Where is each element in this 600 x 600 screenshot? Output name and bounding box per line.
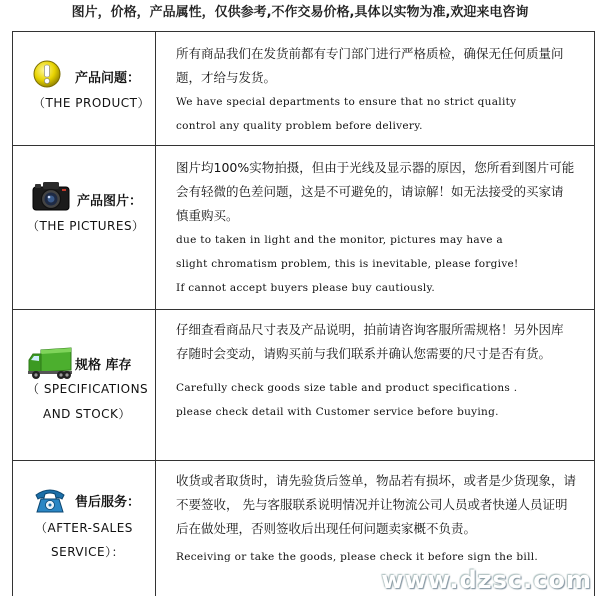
cn-text-line: 图片均100%实物拍摄，但由于光线及显示器的原因，您所看到图片可能: [176, 160, 575, 175]
table-row: [13, 310, 594, 461]
en-text-line: please check detail with Customer service before buying.: [176, 406, 499, 418]
cn-text-line: 不要签收， 先与客服联系说明情况并让物流公司人员或者快递人员证明: [176, 497, 568, 512]
page-header: 图片，价格，产品属性，仅供参考,不作交易价格,具体以实物为准,欢迎来电咨询: [71, 5, 529, 20]
en-text-line: We have special departments to ensure that no strict quality: [176, 96, 517, 108]
row-content-cell: [156, 32, 594, 145]
row-label-cell: [13, 32, 156, 145]
en-text-line: Carefully check goods size table and product specifications .: [176, 382, 518, 394]
truck-icon: [27, 346, 73, 380]
row-label-en: （ SPECIFICATIONS: [27, 382, 149, 396]
telephone-icon: [33, 485, 67, 515]
en-text-line: If cannot accept buyers please buy cautiously.: [176, 282, 436, 294]
row-label-cn: 产品图片：: [77, 194, 143, 209]
cn-text-line: 题，才给与发货。: [176, 70, 277, 85]
row-label-cn: 售后服务：: [75, 495, 141, 510]
table-row: [13, 146, 594, 310]
row-label-cell: [13, 310, 156, 460]
row-label-en: AND STOCK）: [43, 407, 131, 421]
row-label-en: （THE PICTURES）: [27, 219, 145, 233]
row-label-cn: 规格 库存: [75, 358, 132, 373]
en-text-line: Receiving or take the goods, please check it before sign the bill.: [176, 551, 539, 563]
row-label-cell: [13, 146, 156, 309]
row-label-cell: [13, 461, 156, 596]
warning-icon: [33, 60, 61, 88]
en-text-line: slight chromatism problem, this is inevitable, please forgive!: [176, 258, 519, 270]
row-content-cell: [156, 146, 594, 309]
cn-text-line: 存随时会变动，请购买前与我们联系并确认您需要的尺寸是否有货。: [176, 346, 552, 361]
row-label-cn: 产品问题：: [75, 71, 141, 86]
cn-text-line: 收货或者取货时，请先验货后签单，物品若有损坏，或者是少货现象，请: [176, 473, 577, 488]
cn-text-line: 后在做处理，否则签收后出现任何问题卖家概不负责。: [176, 521, 477, 536]
row-label-en: （AFTER-SALES: [35, 521, 133, 535]
en-text-line: control any quality problem before delivery.: [176, 120, 423, 132]
cn-text-line: 仔细查看商品尺寸表及产品说明，拍前请咨询客服所需规格！另外因库: [176, 322, 564, 337]
info-table: [12, 31, 595, 596]
cn-text-line: 慎重购买。: [176, 208, 239, 223]
cn-text-line: 会有轻微的色差问题，这是不可避免的，请谅解！如无法接受的买家请: [176, 184, 564, 199]
table-row: [13, 32, 594, 146]
row-label-en: SERVICE）：: [51, 545, 125, 559]
row-label-en: （THE PRODUCT）: [33, 96, 151, 110]
en-text-line: due to taken in light and the monitor, pictures may have a: [176, 234, 503, 246]
row-content-cell: [156, 310, 594, 460]
watermark: www.dzsc.com: [381, 566, 592, 594]
cn-text-line: 所有商品我们在发货前都有专门部门进行严格质检，确保无任何质量问: [176, 46, 564, 61]
camera-icon: [31, 180, 71, 212]
